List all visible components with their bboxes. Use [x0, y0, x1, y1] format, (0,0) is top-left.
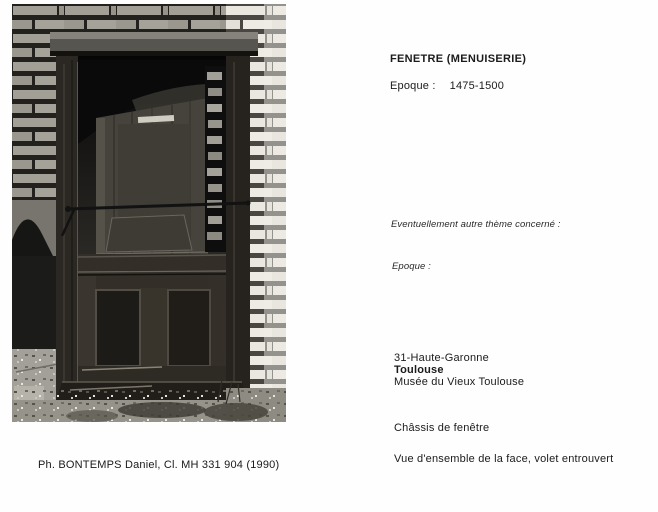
museum: Musée du Vieux Toulouse [394, 376, 525, 388]
subject: Châssis de fenêtre [394, 422, 490, 434]
epoque-value: 1475-1500 [449, 80, 505, 92]
photo-middle-rail [78, 254, 226, 276]
photo-caption: Ph. BONTEMPS Daniel, Cl. MH 331 904 (1990) [38, 459, 280, 471]
photo-brick-gap [205, 66, 226, 252]
photo-lower-panels [78, 276, 226, 382]
secondary-theme-label: Eventuellement autre thème concerné : [391, 219, 561, 230]
record-title: FENETRE (MENUISERIE) [390, 53, 527, 65]
epoque-label: Epoque : [390, 80, 436, 92]
photo-illustration [12, 4, 286, 422]
department: 31-Haute-Garonne [394, 352, 489, 364]
epoque-line [390, 80, 504, 92]
city: Toulouse [394, 364, 444, 376]
photo-shutter [96, 98, 208, 254]
photograph-window [12, 4, 286, 422]
secondary-epoque-label: Epoque : [392, 261, 431, 272]
view-description: Vue d'ensemble de la face, volet entrouvert [394, 453, 614, 465]
